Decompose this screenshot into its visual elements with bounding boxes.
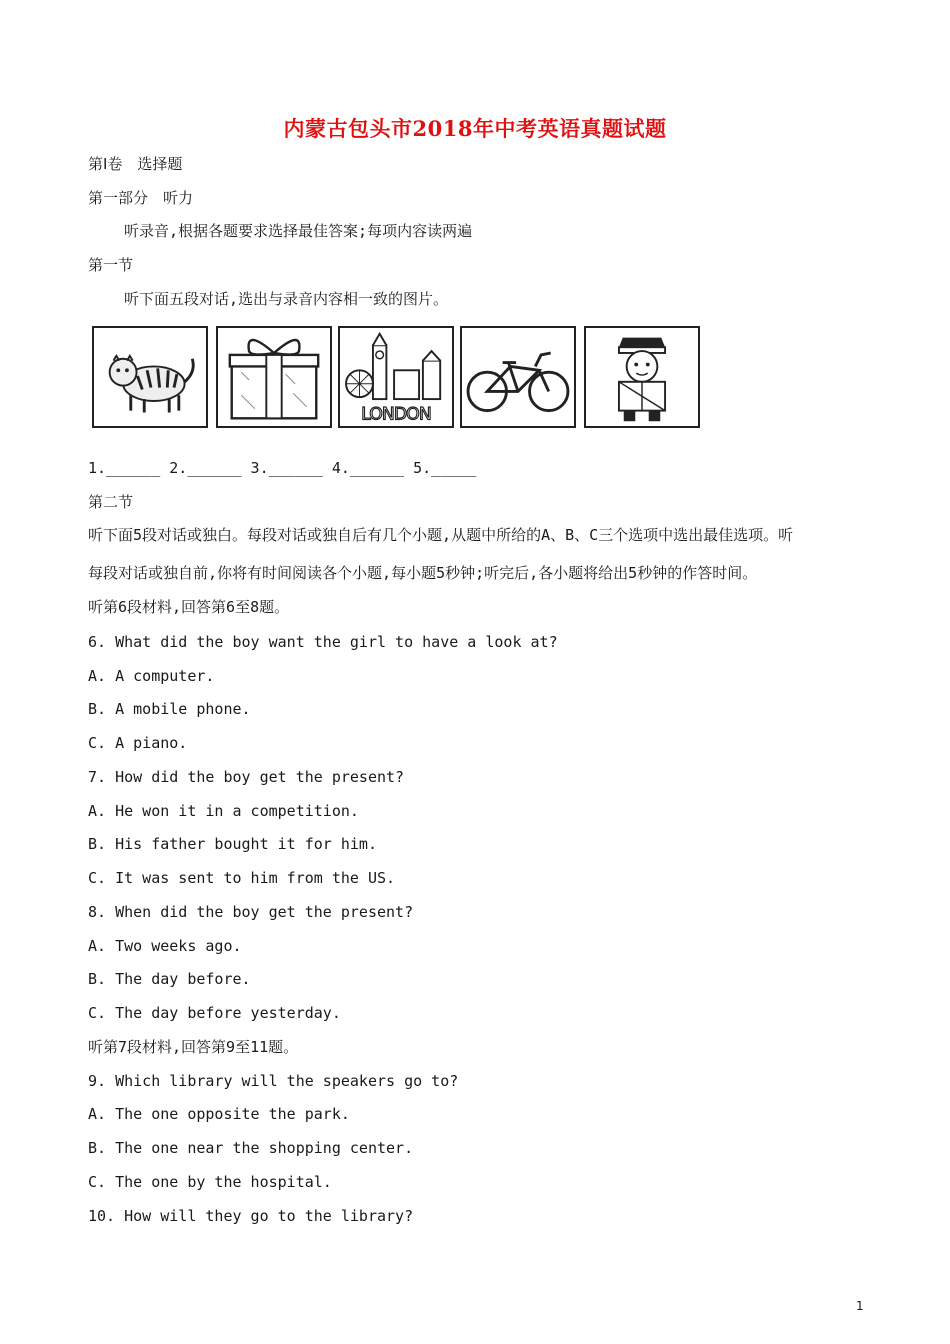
- material-7-instruction: 听第7段材料,回答第9至11题。: [88, 1038, 299, 1056]
- section-2-instructions-line-1: 听下面5段对话或独白。每段对话或独自后有几个小题,从题中所给的A、B、C三个选项中选出最佳选项。听: [88, 526, 794, 544]
- question-9-option-a: A. The one opposite the park.: [88, 1105, 350, 1123]
- section-1-instructions: 听下面五段对话,选出与录音内容相一致的图片。: [124, 290, 449, 308]
- question-8-option-a: A. Two weeks ago.: [88, 937, 242, 955]
- question-8-option-c: C. The day before yesterday.: [88, 1004, 341, 1022]
- volume-heading: 第Ⅰ卷 选择题: [88, 155, 183, 173]
- question-7-option-c: C. It was sent to him from the US.: [88, 869, 396, 887]
- london-label: LONDON: [361, 404, 431, 425]
- tiger-picture: [92, 326, 208, 428]
- question-7-option-a: A. He won it in a competition.: [88, 802, 359, 820]
- question-10: 10. How will they go to the library?: [88, 1207, 414, 1225]
- question-6-option-b: B. A mobile phone.: [88, 700, 251, 718]
- question-7: 7. How did the boy get the present?: [88, 768, 405, 786]
- answer-blanks: 1.______ 2.______ 3.______ 4.______ 5._____: [88, 459, 477, 477]
- gift-box-picture: [216, 326, 332, 428]
- page-title: 内蒙古包头市2018年中考英语真题试题: [283, 116, 667, 141]
- question-9: 9. Which library will the speakers go to?: [88, 1072, 459, 1090]
- picture-row: [90, 322, 706, 432]
- section-2-heading: 第二节: [88, 493, 134, 511]
- listening-instructions: 听录音,根据各题要求选择最佳答案;每项内容读两遍: [124, 222, 473, 240]
- page-number: 1: [856, 1299, 864, 1313]
- question-9-option-b: B. The one near the shopping center.: [88, 1139, 414, 1157]
- section-1-heading: 第一节: [88, 256, 134, 274]
- question-8: 8. When did the boy get the present?: [88, 903, 414, 921]
- question-6: 6. What did the boy want the girl to have a look at?: [88, 633, 558, 651]
- bicycle-picture: [460, 326, 576, 428]
- question-7-option-b: B. His father bought it for him.: [88, 835, 377, 853]
- part-heading: 第一部分 听力: [88, 189, 194, 207]
- question-6-option-a: A. A computer.: [88, 667, 215, 685]
- question-6-option-c: C. A piano.: [88, 734, 188, 752]
- section-2-instructions-line-2: 每段对话或独自前,你将有时间阅读各个小题,每小题5秒钟;听完后,各小题将给出5秒钟的作答时间。: [88, 564, 758, 582]
- policeman-picture: [584, 326, 700, 428]
- material-6-instruction: 听第6段材料,回答第6至8题。: [88, 598, 290, 616]
- question-9-option-c: C. The one by the hospital.: [88, 1173, 332, 1191]
- question-8-option-b: B. The day before.: [88, 970, 251, 988]
- london-picture: [338, 326, 454, 428]
